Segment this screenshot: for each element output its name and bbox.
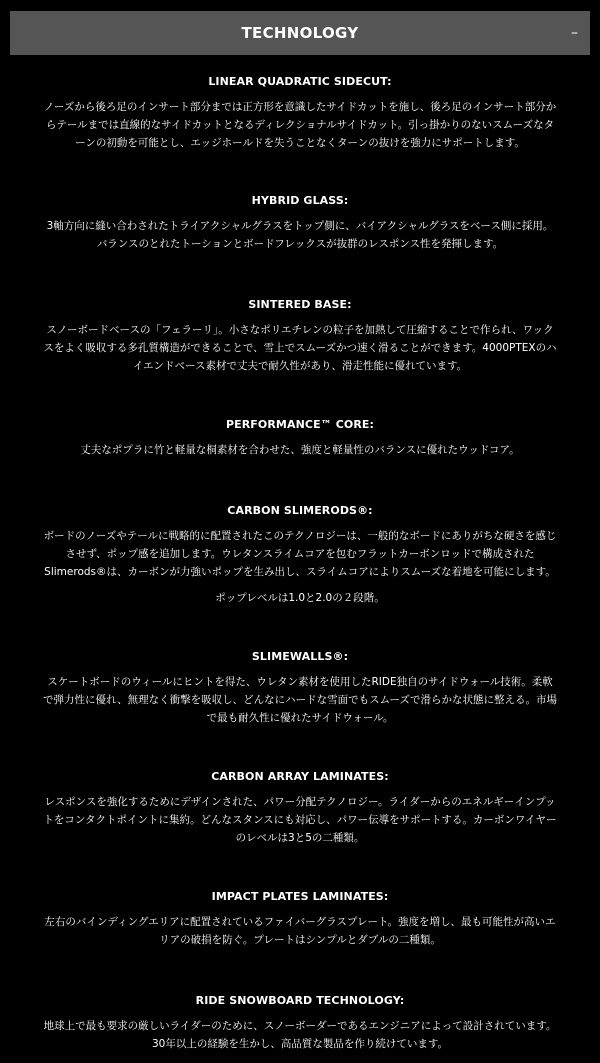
section-title: HYBRID GLASS: bbox=[251, 194, 349, 207]
section-body bbox=[0, 98, 600, 152]
section-body bbox=[0, 793, 600, 847]
body-line: ーンの初動を可能とし、エッジホールドを失うことなくターンの抜けを強力にサポートします。 bbox=[75, 137, 525, 149]
body-line: スケートボードのウィールにヒントを得た、ウレタン素材を使用したRIDE独自のサイドウォール技術。柔軟 bbox=[47, 676, 553, 688]
body-line: ボードのノーズやテールに戦略的に配置されたこのテクノロジーは、一般的なボードにありがちな硬さを感じ bbox=[43, 530, 557, 542]
body-line: ノーズから後ろ足のインサート部分までは正方形を意識したサイドカットを施し、後ろ足のインサート部分か bbox=[43, 101, 557, 113]
section-body bbox=[0, 441, 600, 459]
body-line: スノーボードベースの「フェラーリ」。小さなポリエチレンの粒子を加熱して圧縮することで作られ、ワック bbox=[46, 324, 554, 336]
body-line: レスポンスを強化するためにデザインされた、パワー分配テクノロジー。ライダーからのエネルギーインプッ bbox=[44, 796, 556, 808]
body-line: スをよく吸収する多孔質構造ができることで、雪上でスムーズかつ速く滑ることができます。4000PTEXのハ bbox=[43, 342, 557, 354]
section-title: CARBON ARRAY LAMINATES: bbox=[211, 770, 389, 783]
minus-icon[interactable]: – bbox=[571, 25, 578, 41]
body-line: 3軸方向に縫い合わされたトライアクシャルグラスをトップ側に、バイアクシャルグラスをベース側に採用。 bbox=[46, 220, 554, 232]
section-sintered-base bbox=[0, 298, 600, 375]
body-line: らテールまでは直線的なサイドカットとなるディレクショナルサイドカット。引っ掛かりのないスムーズなタ bbox=[45, 119, 555, 131]
section-body bbox=[0, 673, 600, 727]
section-title: CARBON SLIMERODS®: bbox=[227, 504, 373, 517]
section-body bbox=[0, 527, 600, 607]
section-title: SLIMEWALLS®: bbox=[251, 650, 349, 663]
body-line: のレベルは3と5の二種類。 bbox=[235, 832, 365, 844]
section-title: IMPACT PLATES LAMINATES: bbox=[211, 890, 389, 903]
body-line: イエンドベース素材で丈夫で耐久性があり、滑走性能に優れています。 bbox=[132, 360, 468, 372]
body-line: 左右のバインディングエリアに配置されているファイバーグラスプレート。強度を増し、最も可能性が高いエ bbox=[44, 916, 556, 928]
body-line: で最も耐久性に優れたサイドウォール。 bbox=[206, 712, 394, 724]
section-impact-plates-laminates bbox=[0, 890, 600, 949]
section-hybrid-glass bbox=[0, 194, 600, 253]
section-ride-snowboard-technology bbox=[0, 994, 600, 1053]
section-body bbox=[0, 321, 600, 375]
body-line: リアの破損を防ぐ。プレートはシンプルとダブルの二種類。 bbox=[159, 934, 441, 946]
body-line: で弾力性に優れ、無理なく衝撃を吸収し、どんなにハードな雪面でもスムーズで滑らかな状態に整える。市場 bbox=[42, 694, 558, 706]
section-slimewalls bbox=[0, 650, 600, 727]
body-line: させず、ポップ感を追加します。ウレタンスライムコアを包むフラットカーボンロッドで構成された bbox=[65, 548, 535, 560]
section-carbon-array-laminates bbox=[0, 770, 600, 847]
section-performance-core bbox=[0, 418, 600, 459]
body-line: 地球上で最も要求の厳しいライダーのために、スノーボーダーであるエンジニアによって設計されています。 bbox=[43, 1020, 557, 1032]
body-line: 30年以上の経験を生かし、高品質な製品を作り続けています。 bbox=[151, 1038, 449, 1050]
section-title: LINEAR QUADRATIC SIDECUT: bbox=[208, 75, 392, 88]
section-linear-quadratic-sidecut bbox=[0, 75, 600, 152]
section-body bbox=[0, 217, 600, 253]
body-line: Slimerods®は、カーボンが力強いポップを生み出し、スライムコアによりスムーズな着地を可能にします。 bbox=[44, 566, 556, 578]
section-carbon-slimerods bbox=[0, 504, 600, 607]
body-line: トをコンタクトポイントに集約。どんなスタンスにも対応し、パワー伝導をサポートする。カーボンワイヤー bbox=[43, 814, 557, 826]
body-line: バランスのとれたトーションとボードフレックスが抜群のレスポンス性を発揮します。 bbox=[96, 238, 504, 250]
body-line: 丈夫なポプラに竹と軽量な桐素材を合わせた、強度と軽量性のバランスに優れたウッドコア。 bbox=[80, 444, 520, 456]
technology-accordion-header[interactable] bbox=[10, 11, 590, 55]
section-title: RIDE SNOWBOARD TECHNOLOGY: bbox=[195, 994, 405, 1007]
section-body bbox=[0, 1017, 600, 1053]
section-title: SINTERED BASE: bbox=[248, 298, 352, 311]
accordion-title: TECHNOLOGY bbox=[241, 24, 359, 42]
pop-level-note: ポップレベルは1.0と2.0の２段階。 bbox=[215, 592, 385, 604]
section-body bbox=[0, 913, 600, 949]
section-title: PERFORMANCE™ CORE: bbox=[225, 418, 375, 431]
